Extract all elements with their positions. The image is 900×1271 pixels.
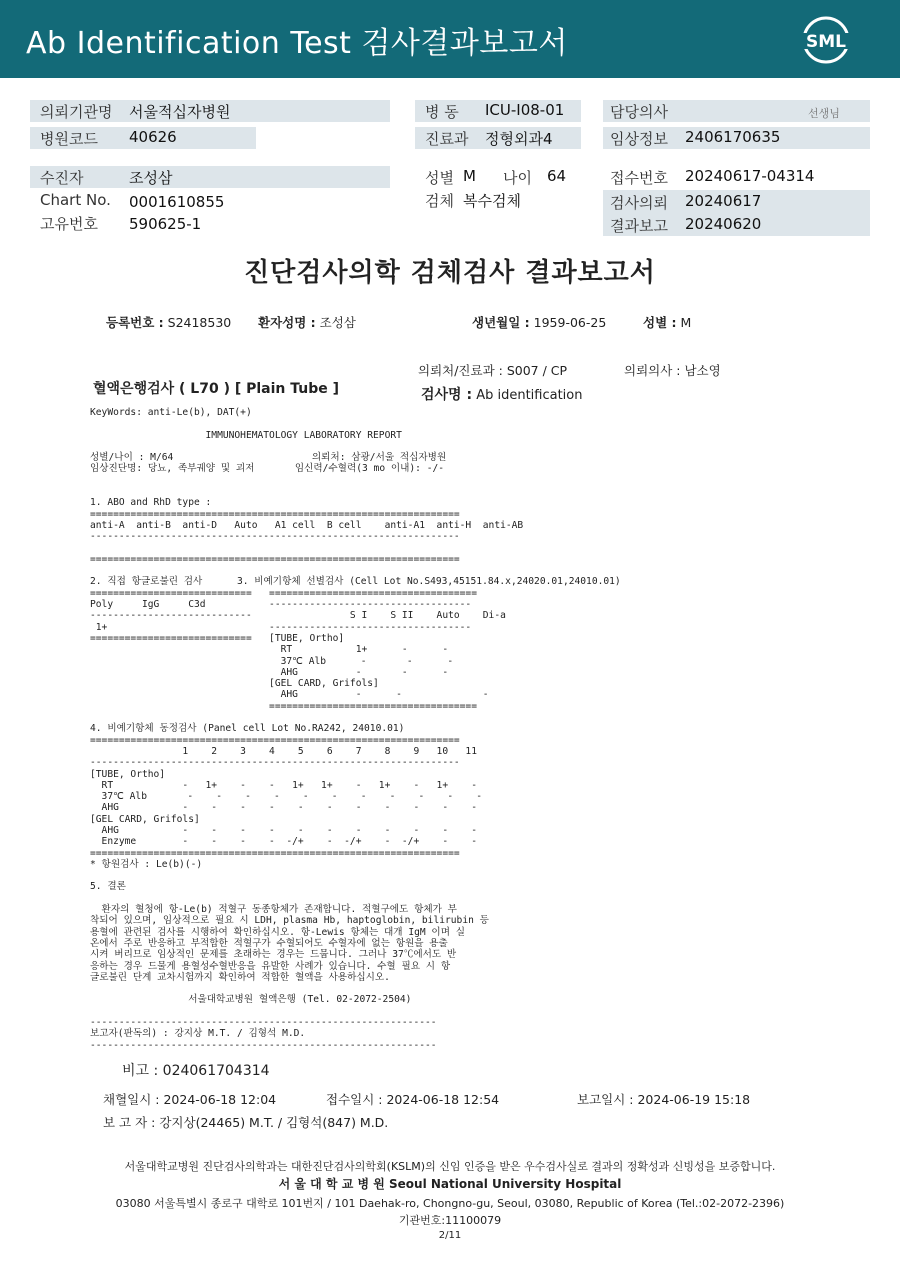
accreditation-note: 서울대학교병원 진단검사의학과는 대한진단검사의학회(KSLM)의 신임 인증을 받은 우수검사실로 결과의 정확성과 신빙성을 보증합니다. xyxy=(124,1160,776,1173)
institution-number: 기관번호:11100079 xyxy=(398,1214,502,1227)
test-name xyxy=(421,384,582,404)
report-value: 20240620 xyxy=(685,215,762,233)
hospital-code-label: 병원코드 xyxy=(40,130,98,148)
collection-datetime xyxy=(103,1090,276,1108)
unique-label: 고유번호 xyxy=(40,215,98,233)
requesting-doctor-value: 남소영 xyxy=(684,363,721,378)
birth-date-label: 생년월일 : xyxy=(472,315,530,330)
reporter-label: 보 고 자 : xyxy=(103,1115,156,1130)
requester-label: 의뢰처/진료과 : xyxy=(418,363,503,378)
receipt-label: 접수번호 xyxy=(610,169,668,187)
reg-no xyxy=(106,313,231,331)
birth-date xyxy=(472,313,606,331)
receipt-value: 20240617-04314 xyxy=(685,167,815,185)
report-datetime xyxy=(577,1090,750,1108)
remark xyxy=(122,1060,270,1080)
chart-label: Chart No. xyxy=(40,191,111,209)
patient-name-label: 환자성명 : xyxy=(258,315,316,330)
chart-value: 0001610855 xyxy=(129,193,225,211)
reporter xyxy=(103,1113,388,1131)
requester-value: S007 / CP xyxy=(506,363,568,378)
unique-value: 590625-1 xyxy=(129,215,202,233)
collection-label: 채혈일시 : xyxy=(103,1092,160,1107)
ward-value: ICU-I08-01 xyxy=(485,101,565,119)
patient-name xyxy=(258,313,356,331)
remark-label: 비고 : xyxy=(122,1063,159,1079)
reporter-value: 강지상(24465) M.T. / 김형석(847) M.D. xyxy=(159,1115,389,1130)
hospital-code-value: 40626 xyxy=(129,128,177,146)
receipt-datetime xyxy=(326,1090,499,1108)
test-name-value: Ab identification xyxy=(476,388,583,403)
birth-date-value: 1959-06-25 xyxy=(533,315,607,330)
patient-row xyxy=(30,166,390,188)
report-body: KeyWords: anti-Le(b), DAT(+) IMMUNOHEMATOLOGY LABORATORY REPORT 성별/나이 : M/64 의뢰처: 삼광/서울 적십자병원 임상진단명: 당뇨, 족부궤양 및 괴저 임신력/수혈력(3 mo 이내): -/- 1. ABO and RhD type : ================================================================ anti-A anti-B anti-D Auto A1 cell B cell anti-A1 anti-H anti-AB ---------------------------------------------------------------- ================================================================ 2. 직접 항글로불린 검사 3. 비예기항체 선별검사 (Cell Lot No.S493,45151.84.x,24020.01,24010.01) ============================ ==================================== Poly IgG C3d ----------------------------------- ---------------------------- S I S II Auto Di-a 1+ ----------------------------------- ============================ [TUBE, Ortho] RT 1+ - - 37℃ Alb - - - AHG - - - [GEL CARD, Grifols] AHG - - - ==================================== 4. 비예기항체 동정검사 (Panel cell Lot No.RA242, 24010.01) ================================================================ 1 2 3 4 5 6 7 8 9 10 11 ---------------------------------------------------------------- [TUBE, Ortho] RT - 1+ - - 1+ 1+ - 1+ - 1+ - 37℃ Alb - - - - - - - - - - - AHG - - - - - - - - - - - [GEL CARD, Grifols] AHG - - - - - - - - - - - Enzyme - - - - -/+ - -/+ - -/+ - - ================================================================ * 항원검사 : Le(b)(-) 5. 결론 환자의 혈청에 항-Le(b) 적혈구 동종항체가 존재합니다. 적혈구에도 항체가 부 착되어 있으며, 임상적으로 필요 시 LDH, plasma Hb, haptoglobin, bilirubin 등 용혈에 관련된 검사를 시행하여 확인하십시오. 항-Lewis 항체는 대개 IgM 이며 실 온에서 주로 반응하고 부적합한 적혈구가 수혈되어도 수혈자에 없는 항원을 용출 시켜 버리므로 임상적인 문제를 초래하는 경우는 드뭅니다. 그러나 37℃에서도 반 응하는 경우 드물게 용혈성수혈반응을 유발한 사례가 있습니다. 수혈 필요 시 항 글로불린 단계 교차시험까지 확인하여 적합한 혈액을 사용하십시오. 서울대학교병원 혈액은행 (Tel. 02-2072-2504) ------------------------------------------------------------ 보고자(판독의) : 강지상 M.T. / 김형석 M.D. ------------------------------------------------------------ xyxy=(90,407,621,1051)
test-name-label: 검사명 : xyxy=(421,387,473,403)
specimen-label: 검체 xyxy=(425,192,454,210)
report-title: 진단검사의학 검체검사 결과보고서 xyxy=(244,258,656,288)
page-title: Ab Identification Test 검사결과보고서 xyxy=(26,26,568,61)
page-number: 2/11 xyxy=(438,1230,462,1241)
clinical-info-label: 임상정보 xyxy=(610,130,668,148)
hospital-name: 서 울 대 학 교 병 원 Seoul National University Hospital xyxy=(278,1177,622,1191)
reg-no-label: 등록번호 : xyxy=(106,315,164,330)
request-label: 검사의뢰 xyxy=(610,194,668,212)
report-label: 결과보고 xyxy=(610,217,668,235)
requesting-doctor xyxy=(624,361,721,379)
receipt-dt-value: 2024-06-18 12:54 xyxy=(386,1092,500,1107)
clinical-info-value: 2406170635 xyxy=(685,128,781,146)
sml-logo xyxy=(800,14,852,66)
requester xyxy=(418,361,567,379)
report-sex-label: 성별 : xyxy=(643,315,677,330)
requesting-doctor-label: 의뢰의사 : xyxy=(624,363,681,378)
sex-label: 성별 xyxy=(425,169,454,187)
report-dt-label: 보고일시 : xyxy=(577,1092,634,1107)
remark-value: 024061704314 xyxy=(162,1063,270,1079)
sex-value: M xyxy=(463,167,476,185)
patient-name-value: 조성삼 xyxy=(319,315,356,330)
age-value: 64 xyxy=(547,167,567,185)
logo-text: SML xyxy=(806,32,846,52)
receipt-dt-label: 접수일시 : xyxy=(326,1092,383,1107)
age-label: 나이 xyxy=(503,169,532,187)
collection-value: 2024-06-18 12:04 xyxy=(163,1092,277,1107)
ward-label: 병 동 xyxy=(425,103,459,121)
dept-value: 정형외과4 xyxy=(485,130,553,148)
request-value: 20240617 xyxy=(685,192,762,210)
report-dt-value: 2024-06-19 15:18 xyxy=(637,1092,751,1107)
header-bar xyxy=(0,0,900,78)
reg-no-value: S2418530 xyxy=(167,315,232,330)
patient-value: 조성삼 xyxy=(129,169,173,187)
doctor-label: 담당의사 xyxy=(610,103,668,121)
section-heading: 혈액은행검사 ( L70 ) [ Plain Tube ] xyxy=(93,381,340,397)
institution-value: 서울적십자병원 xyxy=(129,103,231,121)
patient-label: 수진자 xyxy=(40,169,84,187)
hospital-address: 03080 서울특별시 종로구 대학로 101번지 / 101 Daehak-ro, Chongno-gu, Seoul, 03080, Republic of Korea (Tel.:02-2072-2396) xyxy=(115,1197,785,1210)
dept-label: 진료과 xyxy=(425,130,469,148)
specimen-value: 복수검체 xyxy=(463,192,521,210)
doctor-suffix: 선생님 xyxy=(808,107,840,120)
institution-label: 의뢰기관명 xyxy=(40,103,113,121)
report-sex xyxy=(643,313,691,331)
report-sex-value: M xyxy=(680,315,692,330)
